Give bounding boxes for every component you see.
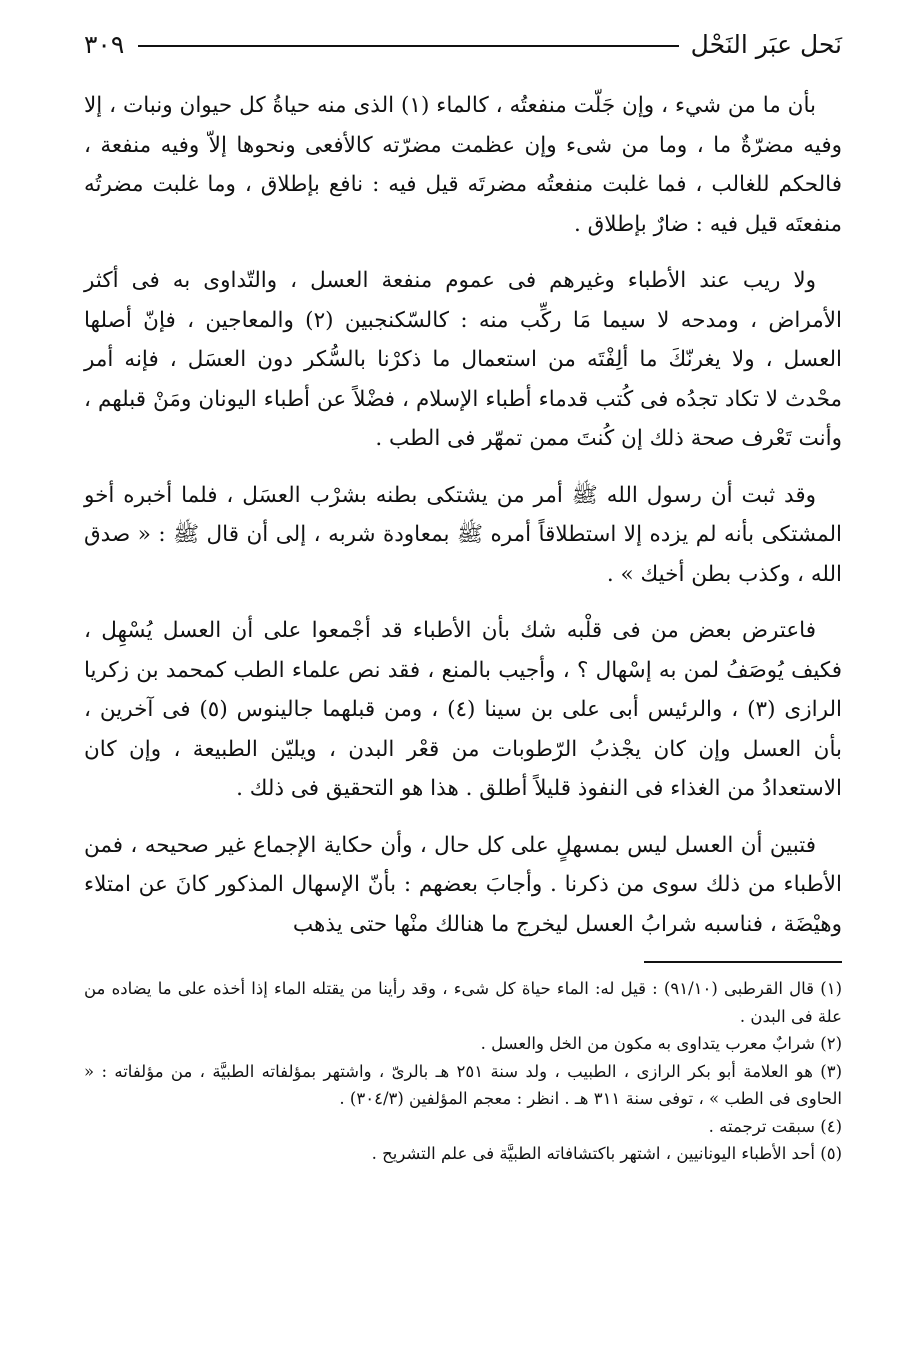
paragraph: فتبين أن العسل ليس بمسهلٍ على كل حال ، وأن حكاية الإجماع غير صحيحه ، فمن الأطباء من ذلك سوى من ذكرنا . وأجابَ بعضهم : بأنّ الإسهال المذكور كانَ عن امتلاء وهيْضَة ، فناسبه شرابُ العسل ليخرج ما هنالك منْها حتى يذهب bbox=[84, 832, 842, 937]
main-text bbox=[84, 86, 842, 944]
footnote-4: (٤) سبقت ترجمته . bbox=[708, 1116, 842, 1136]
paragraph: بأن ما من شيء ، وإن جَلّت منفعتُه ، كالماء (١) الذى منه حياةُ كل حيوان ونبات ، إلا وفيه مضرّةٌ ما ، وما من شىء وإن عظمت مضرّته كالأفعى ونحوها إلاّ وفيه منفعة ، فالحكم للغالب ، فما غلبت منفعتُه مضرتَه قيل فيه : نافع بإطلاق ، وما غلبت مضرتُه منفعتَه قيل فيه : ضارٌ بإطلاق . bbox=[84, 93, 842, 237]
header-rule bbox=[138, 45, 678, 47]
page-number: ٣٠٩ bbox=[84, 29, 125, 59]
paragraph: ولا ريب عند الأطباء وغيرهم فى عموم منفعة العسل ، والتّداوى به فى أكثر الأمراض ، ومدحه لا سيما مَا ركِّب منه : كالسّكنجبين (٢) والمعاجين ، فإنّ أصلها العسل ، ولا يغرنّكَ ما ألِفْتَه من استعمال ما ذكرْنا بالسُّكر دون العسَل ، فإنه أمر محْدث لا تكاد تجدُه فى كُتب قدماء أطباء الإسلام ، فضْلاً عن أطباء اليونان ومَنْ قبلهم ، وأنت تَعْرف صحة ذلك إن كُنتَ ممن تمهّر فى الطب . bbox=[84, 268, 842, 451]
paragraph: فاعترض بعض من فى قلْبه شك بأن الأطباء قد أجْمعوا على أن العسل يُسْهِل ، فكيف يُوصَفُ لمن به إسْهال ؟ ، وأجيب بالمنع ، فقد نص علماء الطب كمحمد بن زكريا الرازى (٣) ، والرئيس أبى على بن سينا (٤) ، ومن قبلهما جالينوس (٥) فى آخرين ، بأن العسل وإن كان يجْذبُ الرّطوبات من قعْر البدن ، ويليّن الطبيعة ، وإن كان الاستعدادُ من الغذاء فى النفوذ قليلاً أطلق . هذا هو التحقيق فى ذلك . bbox=[84, 618, 842, 801]
footnote-2: (٢) شرابٌ معرب يتداوى به مكون من الخل والعسل . bbox=[480, 1034, 842, 1053]
footnote-3: (٣) هو العلامة أبو بكر الرازى ، الطبيب ، ولد سنة ٢٥١ هـ بالرىّ ، واشتهر بمؤلفاته الطبيَّة ، من مؤلفاته : « الحاوى فى الطب » ، توفى سنة ٣١١ هـ . انظر : معجم المؤلفين (٣٠٤/٣) . bbox=[84, 1061, 842, 1108]
footnote-1: (١) قال القرطبى (٩١/١٠) : قيل له: الماء حياة كل شىء ، وقد رأينا من يقتله الماء إذا أخذه على ما يضاده من علة فى البدن . bbox=[84, 979, 842, 1026]
footnote-separator bbox=[644, 961, 842, 963]
running-head bbox=[84, 22, 842, 66]
footnotes bbox=[84, 975, 842, 1168]
footnote-5: (٥) أحد الأطباء اليونانيين ، اشتهر باكتشافاته الطبيَّة فى علم التشريح . bbox=[371, 1144, 842, 1163]
running-title: نَحل عبَر النَحْل bbox=[690, 29, 842, 59]
paragraph: وقد ثبت أن رسول الله ﷺ أمر من يشتكى بطنه بشرْب العسَل ، فلما أخبره أخو المشتكى بأنه لم يزده إلا استطلاقاً أمره ﷺ بمعاودة شربه ، إلى أن قال ﷺ : « صدق الله ، وكذب بطن أخيك » . bbox=[84, 482, 842, 587]
